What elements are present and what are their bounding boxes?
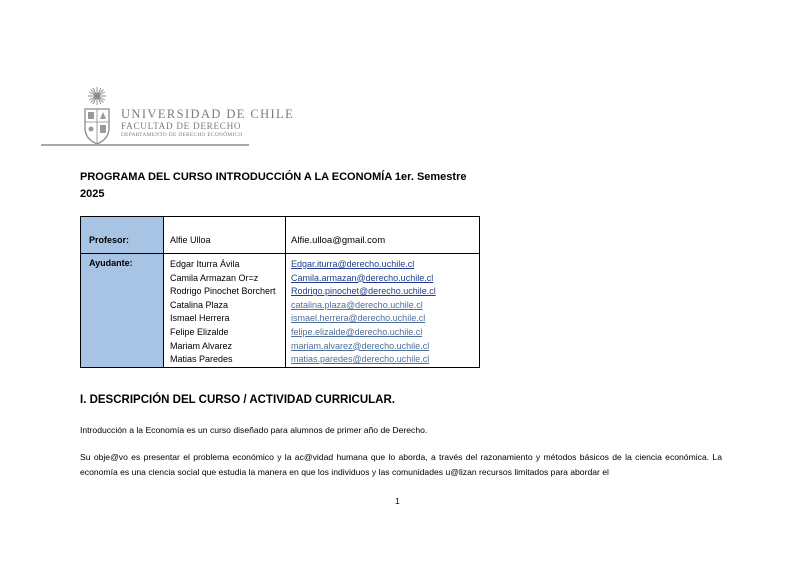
- assistant-name: Ismael Herrera: [170, 313, 230, 324]
- university-crest-icon: [80, 84, 114, 146]
- title-line-2: 2025: [80, 188, 105, 200]
- assistant-name: Mariam Alvarez: [170, 340, 233, 351]
- assistant-name: Edgar Iturra Ávila: [170, 259, 240, 269]
- professor-name: Alfie Ulloa: [164, 217, 286, 254]
- professor-label: Profesor:: [81, 217, 164, 254]
- assistant-email-link[interactable]: mariam.alvarez@derecho.uchile.cl: [291, 340, 430, 351]
- assistant-email-link[interactable]: Rodrigo.pinochet@derecho.uchile.cl: [291, 286, 436, 297]
- staff-table: [80, 216, 480, 368]
- course-objective-paragraph: Su obje@vo es presentar el problema económico y la ac@vidad humana que lo aborda, a través del razonamiento y métodos básicos de la ciencia económica. La economía es una ciencia social que estudia la manera en que los individuos y las comunidades u@lizan recursos limitados para abordar el: [80, 452, 722, 477]
- assistant-name: Matias Paredes: [170, 354, 233, 365]
- page-number: 1: [395, 496, 400, 506]
- assistant-name: Felipe Elizalde: [170, 326, 229, 337]
- assistant-name: Catalina Plaza: [170, 299, 229, 310]
- assistant-name: Camila Armazan Or=z: [170, 272, 259, 283]
- professor-row: [81, 217, 480, 254]
- assistant-names: [164, 254, 286, 368]
- header-divider: [41, 144, 249, 146]
- title-line-1: PROGRAMA DEL CURSO INTRODUCCIÓN A LA ECONOMÍA 1er. Semestre: [80, 171, 467, 183]
- section-heading: I. DESCRIPCIÓN DEL CURSO / ACTIVIDAD CURRICULAR.: [80, 394, 395, 406]
- assistant-email-link[interactable]: felipe.elizalde@derecho.uchile.cl: [291, 326, 423, 337]
- assistants-label: Ayudante:: [81, 254, 164, 368]
- logo-text: [121, 108, 294, 139]
- assistant-email-link[interactable]: catalina.plaza@derecho.uchile.cl: [291, 299, 423, 310]
- university-name: UNIVERSIDAD DE CHILE: [121, 107, 295, 121]
- course-intro-paragraph: Introducción a la Economía es un curso diseñado para alumnos de primer año de Derecho.: [80, 425, 428, 435]
- department-name: DEPARTAMENTO DE DERECHO ECONÓMICO: [121, 132, 243, 138]
- assistant-email-link[interactable]: ismael.herrera@derecho.uchile.cl: [291, 313, 426, 324]
- assistants-row: [81, 254, 480, 368]
- page-title: [80, 169, 500, 203]
- university-logo: [80, 84, 295, 146]
- assistant-email-link[interactable]: matias.paredes@derecho.uchile.cl: [291, 354, 430, 365]
- professor-email: Alfie.ulloa@gmail.com: [286, 217, 480, 254]
- assistant-emails: [286, 254, 480, 368]
- assistant-email-link[interactable]: Camila.armazan@derecho.uchile.cl: [291, 272, 434, 283]
- faculty-name: FACULTAD DE DERECHO: [121, 121, 242, 131]
- assistant-email-link[interactable]: Edgar.iturra@derecho.uchile.cl: [291, 259, 415, 269]
- assistant-name: Rodrigo Pinochet Borchert: [170, 286, 276, 297]
